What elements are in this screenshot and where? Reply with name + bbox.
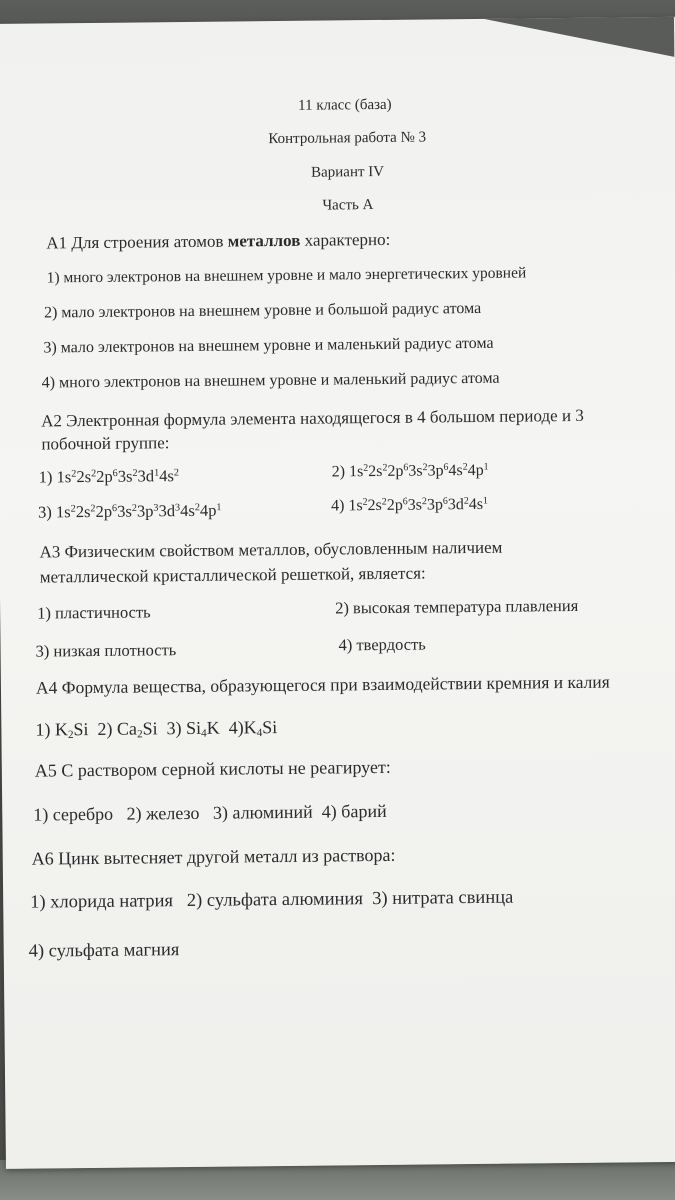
orbital-exponent: 2 xyxy=(421,496,427,508)
orbital: 4p xyxy=(199,500,217,520)
orbital-exponent: 2 xyxy=(71,468,77,480)
orbital: 4s xyxy=(159,466,174,486)
orbital: 3d xyxy=(447,496,464,514)
orbital-exponent: 1 xyxy=(483,461,489,473)
formula-subscript: 2 xyxy=(67,728,74,742)
a1-option-2: 2) мало электронов на внешнем уровне и большой радиус атома xyxy=(43,299,482,322)
orbital: 3p xyxy=(136,501,154,521)
paper-sheet xyxy=(0,17,675,1169)
question-a2-line2: побочной группе: xyxy=(41,433,170,454)
orbital: 3s xyxy=(408,462,423,480)
orbital-exponent: 2 xyxy=(70,503,76,515)
a6-option-4: 4) сульфата магния xyxy=(28,940,180,962)
a4-options xyxy=(35,717,278,742)
orbital: 1s xyxy=(348,463,364,481)
orbital-exponent: 6 xyxy=(402,496,408,508)
orbital-exponent: 1 xyxy=(153,467,160,479)
orbital: 3d xyxy=(137,466,155,486)
a1-option-3: 3) мало электронов на внешнем уровне и маленький радиус атома xyxy=(43,334,494,357)
formula-subscript: 4 xyxy=(256,727,263,740)
question-a1-text: А1 Для строения атомов xyxy=(46,231,228,253)
a3-option-3: 3) низкая плотность xyxy=(35,640,177,661)
orbital: 1s xyxy=(55,502,71,522)
orbital: 2s xyxy=(367,496,382,515)
orbital: 4p xyxy=(467,461,484,480)
option-number: 1) xyxy=(38,467,57,487)
orbital: 2p xyxy=(95,501,113,521)
formula-text: Si 3) Si xyxy=(142,717,202,739)
a2-option-3 xyxy=(38,500,222,522)
formula-text: Si 2) Ca xyxy=(73,718,138,740)
orbital-exponent: 2 xyxy=(382,462,388,474)
orbital-exponent: 2 xyxy=(381,496,387,508)
orbital: 2p xyxy=(96,466,113,486)
question-a3-line1: А3 Физическим свойством металлов, обусловленным наличием xyxy=(39,537,503,562)
orbital-exponent: 3 xyxy=(153,502,159,514)
orbital-exponent: 6 xyxy=(112,468,118,480)
orbital: 3p xyxy=(426,496,443,514)
a6-options: 1) хлорида натрия 2) сульфата алюминия 3) нитрата свинца xyxy=(30,887,514,913)
formula-text: Si xyxy=(262,717,278,738)
orbital-exponent: 6 xyxy=(111,503,118,515)
variant-label: Вариант IV xyxy=(310,163,385,181)
a2-option-2 xyxy=(332,463,489,481)
formula-subscript: 2 xyxy=(136,728,143,741)
orbital: 2s xyxy=(75,502,91,522)
question-a4: А4 Формула вещества, образующегося при взаимодействии кремния и калия xyxy=(35,671,610,698)
a2-option-4 xyxy=(331,497,488,515)
orbital: 2s xyxy=(368,462,383,481)
orbital: 4s xyxy=(180,500,195,521)
orbital-exponent: 2 xyxy=(173,467,179,479)
orbital: 3s xyxy=(407,496,423,514)
option-number: 3) xyxy=(38,502,57,522)
question-a1-tail: характерно: xyxy=(300,229,391,250)
orbital-exponent: 1 xyxy=(216,502,222,514)
orbital-exponent: 1 xyxy=(482,495,489,507)
orbital-exponent: 6 xyxy=(403,462,409,474)
a3-option-2: 2) высокая температура плавления xyxy=(335,595,579,618)
orbital-exponent: 2 xyxy=(363,462,369,474)
a2-option-1 xyxy=(39,468,179,486)
option-number: 4) xyxy=(330,497,349,515)
orbital: 2p xyxy=(386,496,403,514)
orbital: 3p xyxy=(427,462,444,480)
orbital: 2s xyxy=(76,467,92,487)
question-a1 xyxy=(46,231,390,252)
option-number: 2) xyxy=(331,463,350,481)
folded-corner xyxy=(484,17,674,59)
part-label: Часть А xyxy=(322,197,374,214)
orbital: 2p xyxy=(387,462,404,480)
orbital: 3s xyxy=(117,501,132,521)
orbital: 1s xyxy=(348,497,363,515)
question-a5: А5 С раствором серной кислоты не реагирует: xyxy=(34,756,391,781)
orbital-exponent: 3 xyxy=(174,502,181,514)
question-a1-bold: металлов xyxy=(227,230,301,251)
a5-options: 1) серебро 2) железо 3) алюминий 4) барий xyxy=(33,800,387,825)
a1-option-1: 1) много электронов на внешнем уровне и мало энергетических уровней xyxy=(46,264,527,287)
formula-text: K 4)K xyxy=(206,717,257,738)
orbital: 1s xyxy=(56,467,72,487)
orbital-exponent: 2 xyxy=(132,467,138,479)
orbital-exponent: 6 xyxy=(442,495,448,507)
a3-option-1: 1) пластичность xyxy=(37,602,151,623)
formula-text: 1) K xyxy=(35,719,68,740)
question-a2-line1: А2 Электронная формула элемента находящегося в 4 большом периоде и 3 xyxy=(41,405,584,431)
orbital: 4s xyxy=(448,462,463,480)
question-a6: А6 Цинк вытесняет другой металл из раствора: xyxy=(31,844,396,869)
orbital-exponent: 2 xyxy=(462,461,468,473)
formula-subscript: 4 xyxy=(201,727,207,740)
orbital-exponent: 2 xyxy=(422,462,428,474)
orbital: 3d xyxy=(158,501,176,521)
orbital-exponent: 2 xyxy=(90,503,96,515)
class-heading: 11 класс (база) xyxy=(298,96,392,114)
orbital-exponent: 2 xyxy=(90,468,97,480)
a3-option-4: 4) твердость xyxy=(338,634,426,655)
a1-option-4: 4) много электронов на внешнем уровне и маленький радиус атома xyxy=(41,369,500,392)
orbital: 3s xyxy=(117,466,133,486)
question-a3-line2: металлической кристаллической решеткой, является: xyxy=(39,563,426,587)
test-title: Контрольная работа № 3 xyxy=(268,129,427,148)
orbital-exponent: 2 xyxy=(194,502,200,514)
orbital: 4s xyxy=(468,495,484,514)
orbital-exponent: 2 xyxy=(463,495,469,507)
orbital-exponent: 2 xyxy=(131,502,137,514)
orbital-exponent: 6 xyxy=(443,461,449,473)
orbital-exponent: 2 xyxy=(362,496,368,508)
